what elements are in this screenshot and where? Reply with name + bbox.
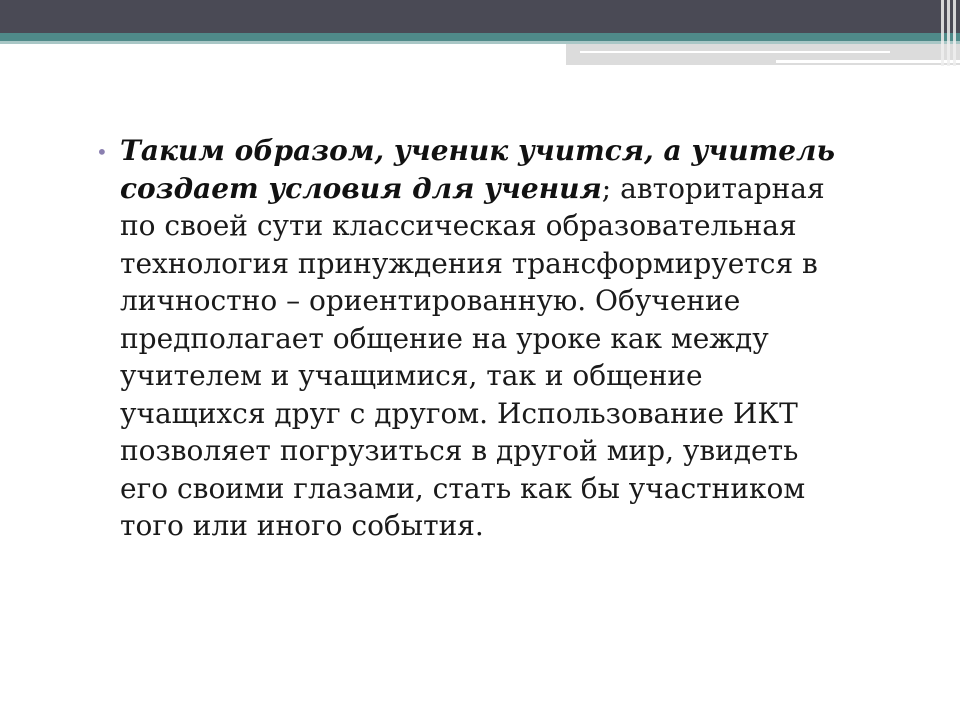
corner-decoration-stripes — [928, 0, 960, 66]
semicolon: ; — [601, 171, 612, 205]
bullet-item — [96, 132, 836, 545]
emphasis-text: Таким образом, ученик учится, а учитель создает условия для учения — [120, 134, 835, 205]
corner-stripe — [941, 0, 944, 66]
header-dark-band — [0, 0, 960, 33]
corner-stripe — [953, 0, 956, 66]
header-teal-band — [0, 33, 960, 41]
corner-stripe — [947, 0, 950, 66]
bullet-dot-icon: • — [96, 140, 108, 164]
body-text: авторитарная по своей сути классическая образовательная технология принуждения трансформируется в личностно – ориентированную. Обучение предполагает общение на уроке как между учителем и учащимися, так и общение учащихся друг с другом. Использование ИКТ позволяет погрузиться в другой мир, увидеть его своими глазами, стать как бы участником того или иного события. — [120, 171, 825, 542]
header-white-line — [580, 51, 890, 53]
slide-content — [96, 132, 836, 545]
bullet-paragraph — [120, 132, 836, 545]
